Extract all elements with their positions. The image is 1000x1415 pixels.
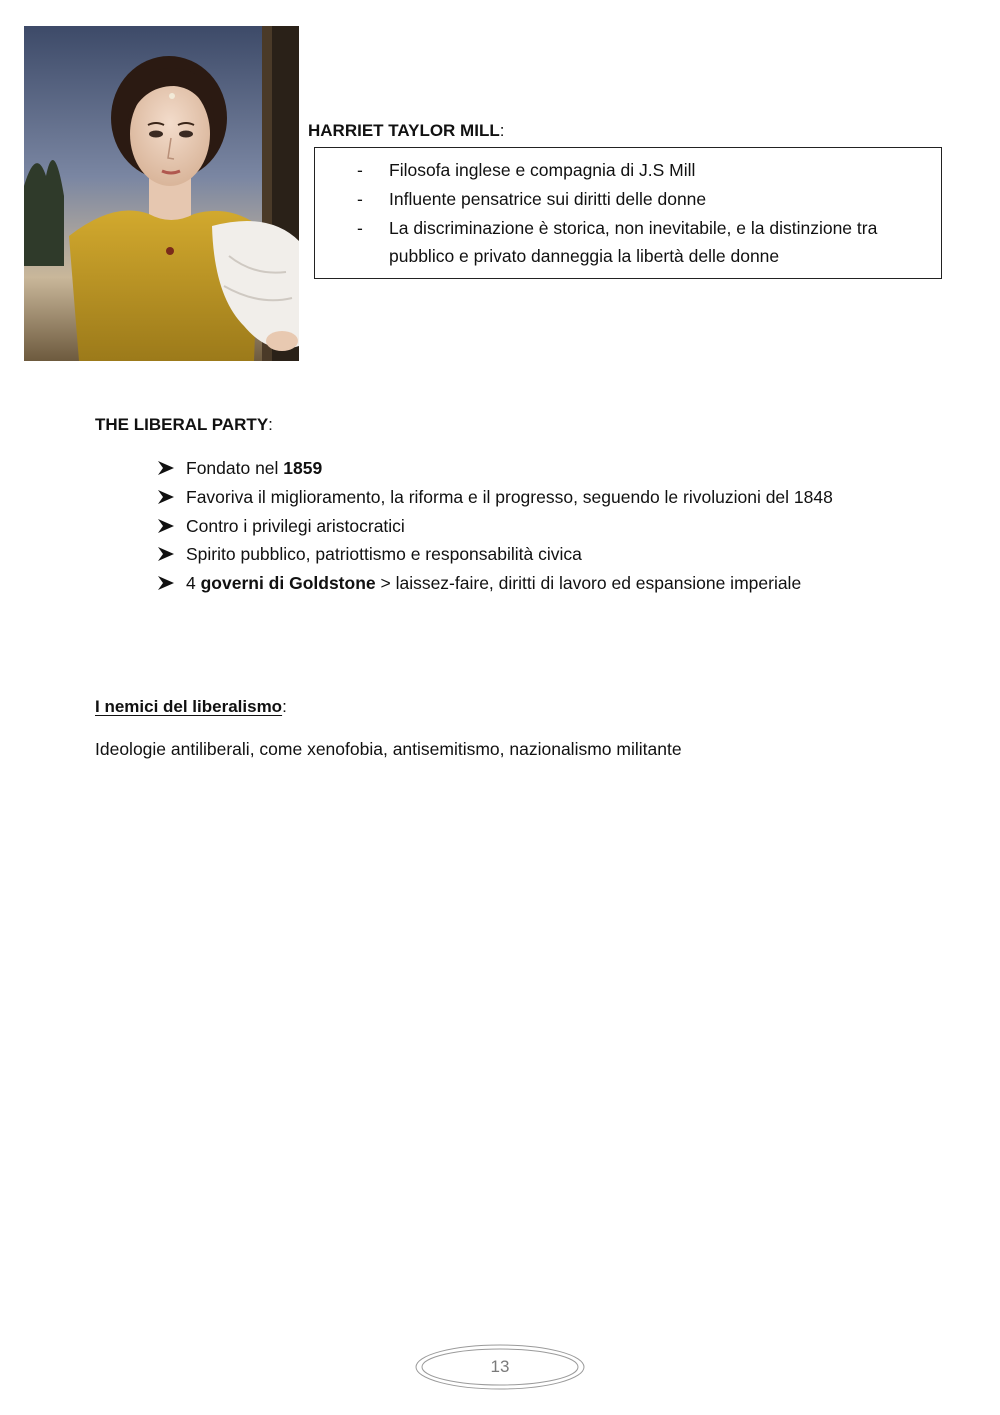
list-item-text: La discriminazione è storica, non inevitabile, e la distinzione tra pubblico e privato danneggia la libertà delle donne: [389, 217, 878, 267]
liberal-party-list: [157, 454, 957, 598]
arrowhead-bullet-icon: [157, 489, 175, 505]
list-item: [157, 540, 957, 569]
harriet-title: [308, 120, 504, 142]
list-item: [157, 454, 957, 483]
list-item: [357, 214, 927, 272]
list-item: [157, 512, 957, 541]
liberal-party-title: [95, 414, 273, 436]
harriet-list: [357, 156, 927, 271]
arrowhead-bullet-icon: [157, 546, 175, 562]
dash-bullet: -: [357, 160, 363, 180]
liberal-party-title-colon: :: [268, 415, 273, 434]
portrait-image: [24, 26, 299, 361]
list-item-text: Filosofa inglese e compagnia di J.S Mill: [389, 160, 696, 180]
list-item-text-after: > laissez-faire, diritti di lavoro ed espansione imperiale: [375, 573, 802, 594]
list-item: [357, 185, 927, 214]
nemici-title: [95, 696, 287, 718]
arrowhead-bullet-icon: [157, 460, 175, 476]
list-item-text: Fondato nel: [186, 458, 284, 478]
nemici-title-colon: :: [282, 697, 287, 716]
nemici-title-text: I nemici del liberalismo: [95, 697, 283, 716]
list-item-bold: 1859: [283, 458, 323, 478]
dash-bullet: -: [357, 217, 363, 238]
list-item-bold: governi di Goldstone: [200, 573, 376, 594]
list-item: [157, 569, 957, 598]
arrowhead-bullet-icon: [157, 518, 175, 534]
list-item-text: Spirito pubblico, patriottismo e responsabilità civica: [186, 544, 582, 565]
list-item: [157, 483, 957, 512]
harriet-info-box: [314, 147, 942, 279]
arrowhead-bullet-icon: [157, 575, 175, 591]
list-item-text: Influente pensatrice sui diritti delle donne: [389, 188, 707, 209]
list-item-text: 4: [186, 573, 201, 594]
list-item-text: Contro i privilegi aristocratici: [186, 515, 405, 536]
list-item: [357, 156, 927, 185]
nemici-paragraph: Ideologie antiliberali, come xenofobia, antisemitismo, nazionalismo militante: [95, 739, 682, 759]
dash-bullet: -: [357, 188, 363, 209]
harriet-title-colon: :: [499, 121, 505, 140]
page-number-badge: [414, 1343, 586, 1391]
page-number: 13: [490, 1357, 510, 1376]
harriet-title-text: HARRIET TAYLOR MILL: [308, 121, 500, 140]
liberal-party-title-text: THE LIBERAL PARTY: [95, 415, 269, 434]
list-item-text: Favoriva il miglioramento, la riforma e il progresso, seguendo le rivoluzioni del 1848: [186, 486, 833, 507]
